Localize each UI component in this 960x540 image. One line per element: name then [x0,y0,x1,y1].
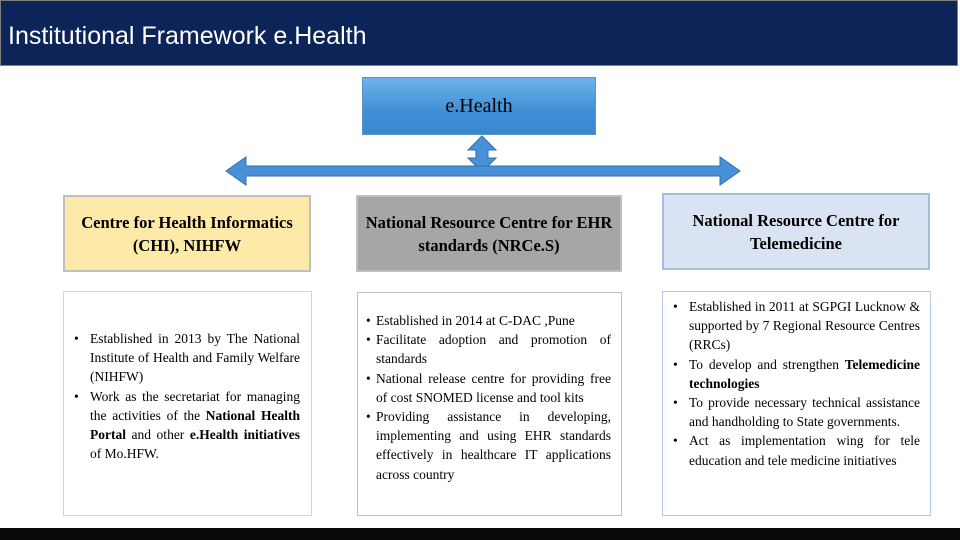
bullet-item [671,393,920,431]
bullet-text: National release centre for providing free of cost SNOMED license and tool kits [376,370,611,405]
bullet-item [366,330,611,368]
root-node-ehealth: e.Health [362,77,596,135]
bullet-item [366,369,611,407]
bullet-list [72,329,300,463]
node-telemedicine: National Resource Centre for Telemedicine [662,193,930,270]
bullet-text: Providing assistance in developing, implementing and using EHR standards effectively in healthcare IT applications across country [376,409,611,482]
bullet-text: Established in 2011 at SGPGI Lucknow & supported by 7 Regional Resource Centres (RRCs) [689,299,920,353]
bullet-item [72,387,300,464]
bullet-text: To provide necessary technical assistance and handholding to State governments. [689,395,920,430]
node-nrces: National Resource Centre for EHR standards (NRCe.S) [356,195,622,272]
bottom-bar [0,528,960,540]
bullet-text: To develop and strengthen [689,356,845,372]
bullet-item [671,355,920,393]
bullet-item [366,311,611,330]
bullet-text: Facilitate adoption and promotion of standards [376,332,611,367]
bullet-text: Act as implementation wing for tele education and tele medicine initiatives [689,433,920,468]
bold-text: National Health Portal [90,407,300,443]
bullet-text: Established in 2014 at C-DAC ,Pune [376,313,575,328]
bullet-item [72,329,300,387]
connector-arrows [0,0,960,200]
bold-text: Telemedicine technologies [689,356,920,391]
detail-nrces [357,292,622,516]
bullet-text: and other [126,427,190,443]
bullet-item [671,431,920,469]
bullet-list [671,297,920,470]
bullet-item [671,297,920,355]
bullet-text: of Mo.HFW. [90,446,159,462]
detail-telemedicine [662,291,931,516]
bullet-text: Established in 2013 by The National Institute of Health and Family Welfare (NIHFW) [90,331,300,385]
node-chi: Centre for Health Informatics (CHI), NIHFW [63,195,311,272]
bullet-item [366,407,611,484]
detail-chi [63,291,312,516]
bold-text: e.Health initiatives [189,427,300,443]
bullet-text: Work as the secretariat for managing the activities of the [90,388,300,423]
bullet-list [366,311,611,484]
page-title: Institutional Framework e.Health [8,22,367,50]
